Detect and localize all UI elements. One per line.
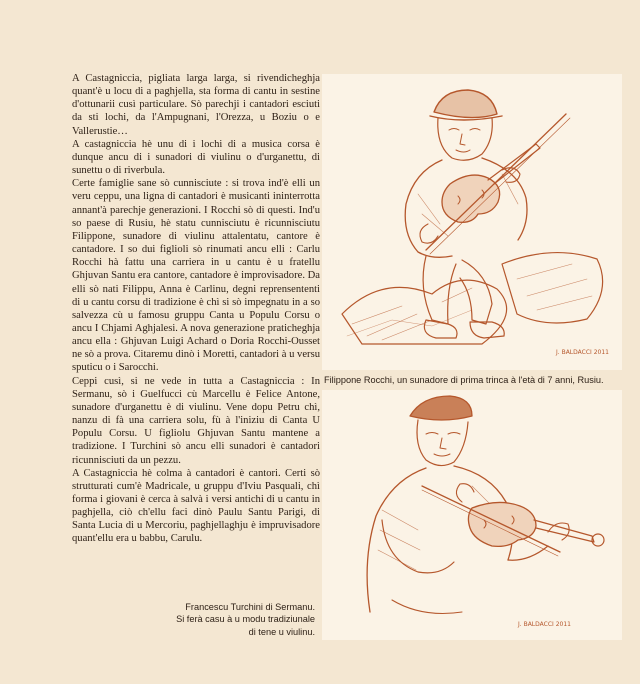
figure-man-violinist — [322, 390, 622, 640]
figure-boy-violinist — [322, 74, 622, 370]
caption-line: Si ferà casu à u modu tradiziunale — [176, 614, 315, 625]
paragraph: Certe famiglie sane sò cunnisciute : si trova ind'è elli un veru ceppu, una ligna di cantadori è musicanti ininterrotta annant'à parechje generazioni. I Rocchi sò di questi. Ind'u so paese di Rusiu, hè statu cunnisciutu è ricunnisciutu Filippone, sunadore di viulinu attalentatu, cantore è cantadore. I so dui figlioli sò rinumati ancu elli : Carlu Rocchi hà fattu una carriera in u cantu è u fratellu Ghjuvan Santu era cantore, cantadore è improvisadore. Da elli sò nati Filippu, Anna è Carlinu, degni reprensententi di u cantu corsu di tradizione è chì si sò impegnatu in a so salvezza cù u famosu gruppu Canta u Populu Corsu o ancu I Chjami Aghjalesi. A nova generazione praticheghja ancu ella : Ghjuvan Luigi Achard o Doria Rocchi-Ousset ne sò a prova. Citaremu dinò i Moretti, cantadori à u versu sputicu o i Sarocchi. — [72, 178, 321, 374]
artist-signature: J. BALDACCI 2011 — [518, 621, 571, 628]
paragraph: Ceppi cusì, si ne vede in tutta a Castagniccia : In Sermanu, sò i Guelfucci cù Marcellu è Felice Antone, sunadore d'urganettu è di viulinu. Vene dopu Petru chì, nanzu di fà una carriera solu, fù à l'iniziu di Canta U Populu Corsu. U figliolu Ghjuvan Santu mantene a tradizione. I Turchini sò ancu elli sunadori è cantadori ricunnisciuti da un pezzu. — [72, 375, 320, 466]
paragraph: A castagniccia hè unu di i lochi di a musica corsa è dunque ancu di i sunadori di viulinu o d'urganettu, di sunettu o di riverbula. — [72, 138, 320, 177]
caption-line: di tene u viulinu. — [248, 626, 315, 637]
caption-line: Francescu Turchini di Sermanu. — [185, 602, 315, 612]
figure-caption: Filippone Rocchi, un sunadore di prima trinca à l'età di 7 anni, Rusiu. — [324, 375, 604, 385]
man-violinist-sketch — [322, 390, 622, 640]
figure-caption — [115, 601, 315, 638]
boy-violinist-sketch — [322, 74, 622, 370]
artist-signature: J. BALDACCI 2011 — [556, 349, 609, 356]
article-body — [72, 72, 320, 546]
paragraph: A Castagniccia, pigliata larga larga, si rivendicheghja quant'è u locu di a paghjella, sta forma di cantu in sestine d'ottunarii cusì particulare. Sò parechji i cantadori esciuti da sti lochi, da l'Ampugnani, l'Orezza, u Boziu o e Vallerustie… — [72, 73, 320, 137]
paragraph: A Castagniccia hè colma à cantadori è cantori. Certi sò strutturati cum'è Madricale, u gruppu d'Iviu Pasquali, chì forma i giovani è cerca à salvà i versi antichi di u cantu in paghjella, ciò ch'ellu faci dinò Paulu Santu Parigi, di Santa Lucia di u Mercoriu, paghjellaghju è impruvisadore quant'ellu era u babbu, Carulu. — [72, 467, 320, 545]
